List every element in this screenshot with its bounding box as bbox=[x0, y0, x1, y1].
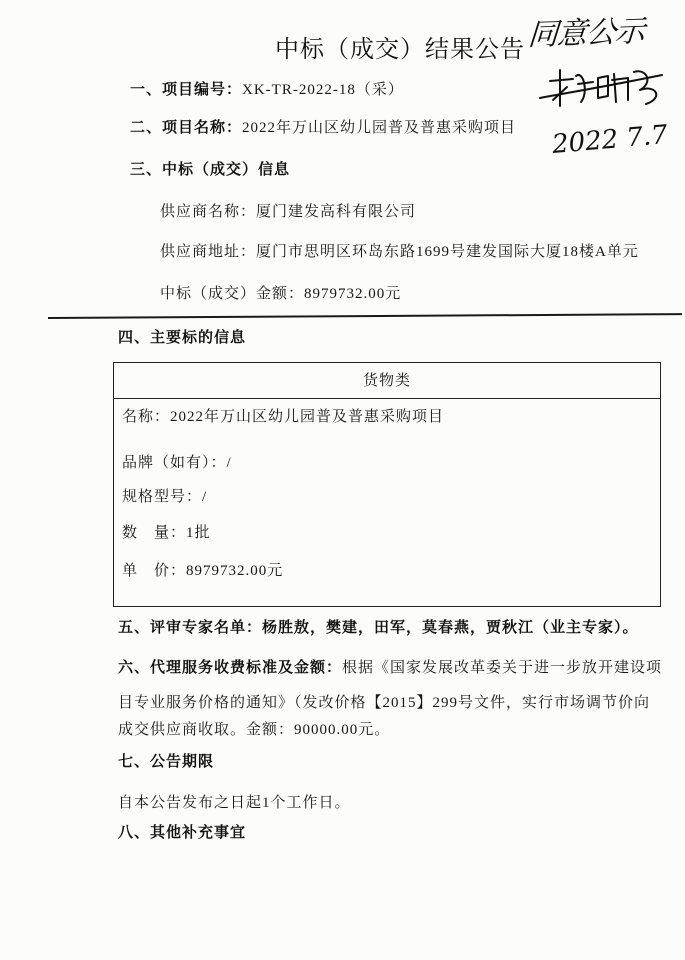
subject-unit-price-label: 单 价： bbox=[122, 563, 187, 579]
supplier-address-label: 供应商地址： bbox=[160, 244, 257, 260]
fee-text-2: 目专业服务价格的通知》（发改价格【2015】299号文件，实行市场调节价向 bbox=[118, 695, 651, 711]
subject-model-value: / bbox=[202, 489, 208, 505]
award-amount-line bbox=[160, 284, 401, 304]
supplier-name-label: 供应商名称： bbox=[160, 204, 257, 220]
period-text: 自本公告发布之日起1个工作日。 bbox=[118, 795, 351, 811]
project-name-line bbox=[130, 118, 516, 138]
period-heading: 七、公告期限 bbox=[118, 753, 215, 770]
subject-name-label: 名称： bbox=[122, 409, 171, 425]
project-number-line bbox=[130, 80, 404, 100]
supplier-address-value: 厦门市思明区环岛东路1699号建发国际大厦18楼A单元 bbox=[256, 244, 639, 260]
project-number-label: 一、项目编号： bbox=[130, 81, 243, 98]
subject-name-row bbox=[122, 407, 444, 427]
section-divider bbox=[48, 313, 682, 319]
subject-brand-value: / bbox=[226, 455, 232, 471]
subject-unit-price-row bbox=[122, 561, 283, 581]
subject-unit-price-value: 8979732.00元 bbox=[186, 563, 284, 579]
subject-table bbox=[113, 362, 661, 607]
subject-name-value: 2022年万山区幼儿园普及普惠采购项目 bbox=[170, 409, 445, 425]
subject-category-header: 货物类 bbox=[114, 363, 660, 399]
subject-heading: 四、主要标的信息 bbox=[118, 329, 247, 346]
experts-line bbox=[118, 618, 639, 638]
fee-line-1 bbox=[118, 658, 662, 678]
experts-names: 杨胜敖，樊建，田军，莫春燕，贾秋江（业主专家）。 bbox=[262, 619, 639, 636]
handwritten-approval-note: 同意公示 bbox=[526, 13, 646, 54]
fee-text-1: 根据《国家发展改革委关于进一步放开建设项 bbox=[342, 660, 663, 676]
experts-label: 五、评审专家名单： bbox=[118, 619, 263, 636]
subject-brand-row bbox=[122, 453, 232, 473]
subject-quantity-value: 1批 bbox=[186, 525, 211, 541]
award-amount-value: 8979732.00元 bbox=[304, 286, 402, 302]
supplier-name-line bbox=[160, 202, 416, 222]
handwritten-signature bbox=[536, 62, 666, 110]
award-heading: 三、中标（成交）信息 bbox=[130, 161, 291, 178]
project-number-value: XK-TR-2022-18（采） bbox=[242, 82, 404, 98]
document-title: 中标（成交）结果公告 bbox=[275, 36, 525, 63]
subject-model-row bbox=[122, 487, 207, 507]
other-heading: 八、其他补充事宜 bbox=[118, 824, 247, 841]
project-name-label: 二、项目名称： bbox=[130, 119, 243, 136]
subject-brand-label: 品牌（如有）： bbox=[122, 455, 227, 471]
supplier-address-line bbox=[160, 242, 639, 262]
handwritten-date: 2022 7.7 bbox=[550, 120, 669, 160]
subject-quantity-row bbox=[122, 523, 211, 543]
subject-model-label: 规格型号： bbox=[122, 489, 203, 505]
supplier-name-value: 厦门建发高科有限公司 bbox=[256, 204, 417, 220]
project-name-value: 2022年万山区幼儿园普及普惠采购项目 bbox=[242, 120, 517, 136]
subject-quantity-label: 数 量： bbox=[122, 525, 187, 541]
fee-text-3: 成交供应商收取。金额：90000.00元。 bbox=[118, 722, 391, 738]
award-amount-label: 中标（成交）金额： bbox=[160, 286, 305, 302]
fee-label: 六、代理服务收费标准及金额： bbox=[118, 659, 343, 676]
